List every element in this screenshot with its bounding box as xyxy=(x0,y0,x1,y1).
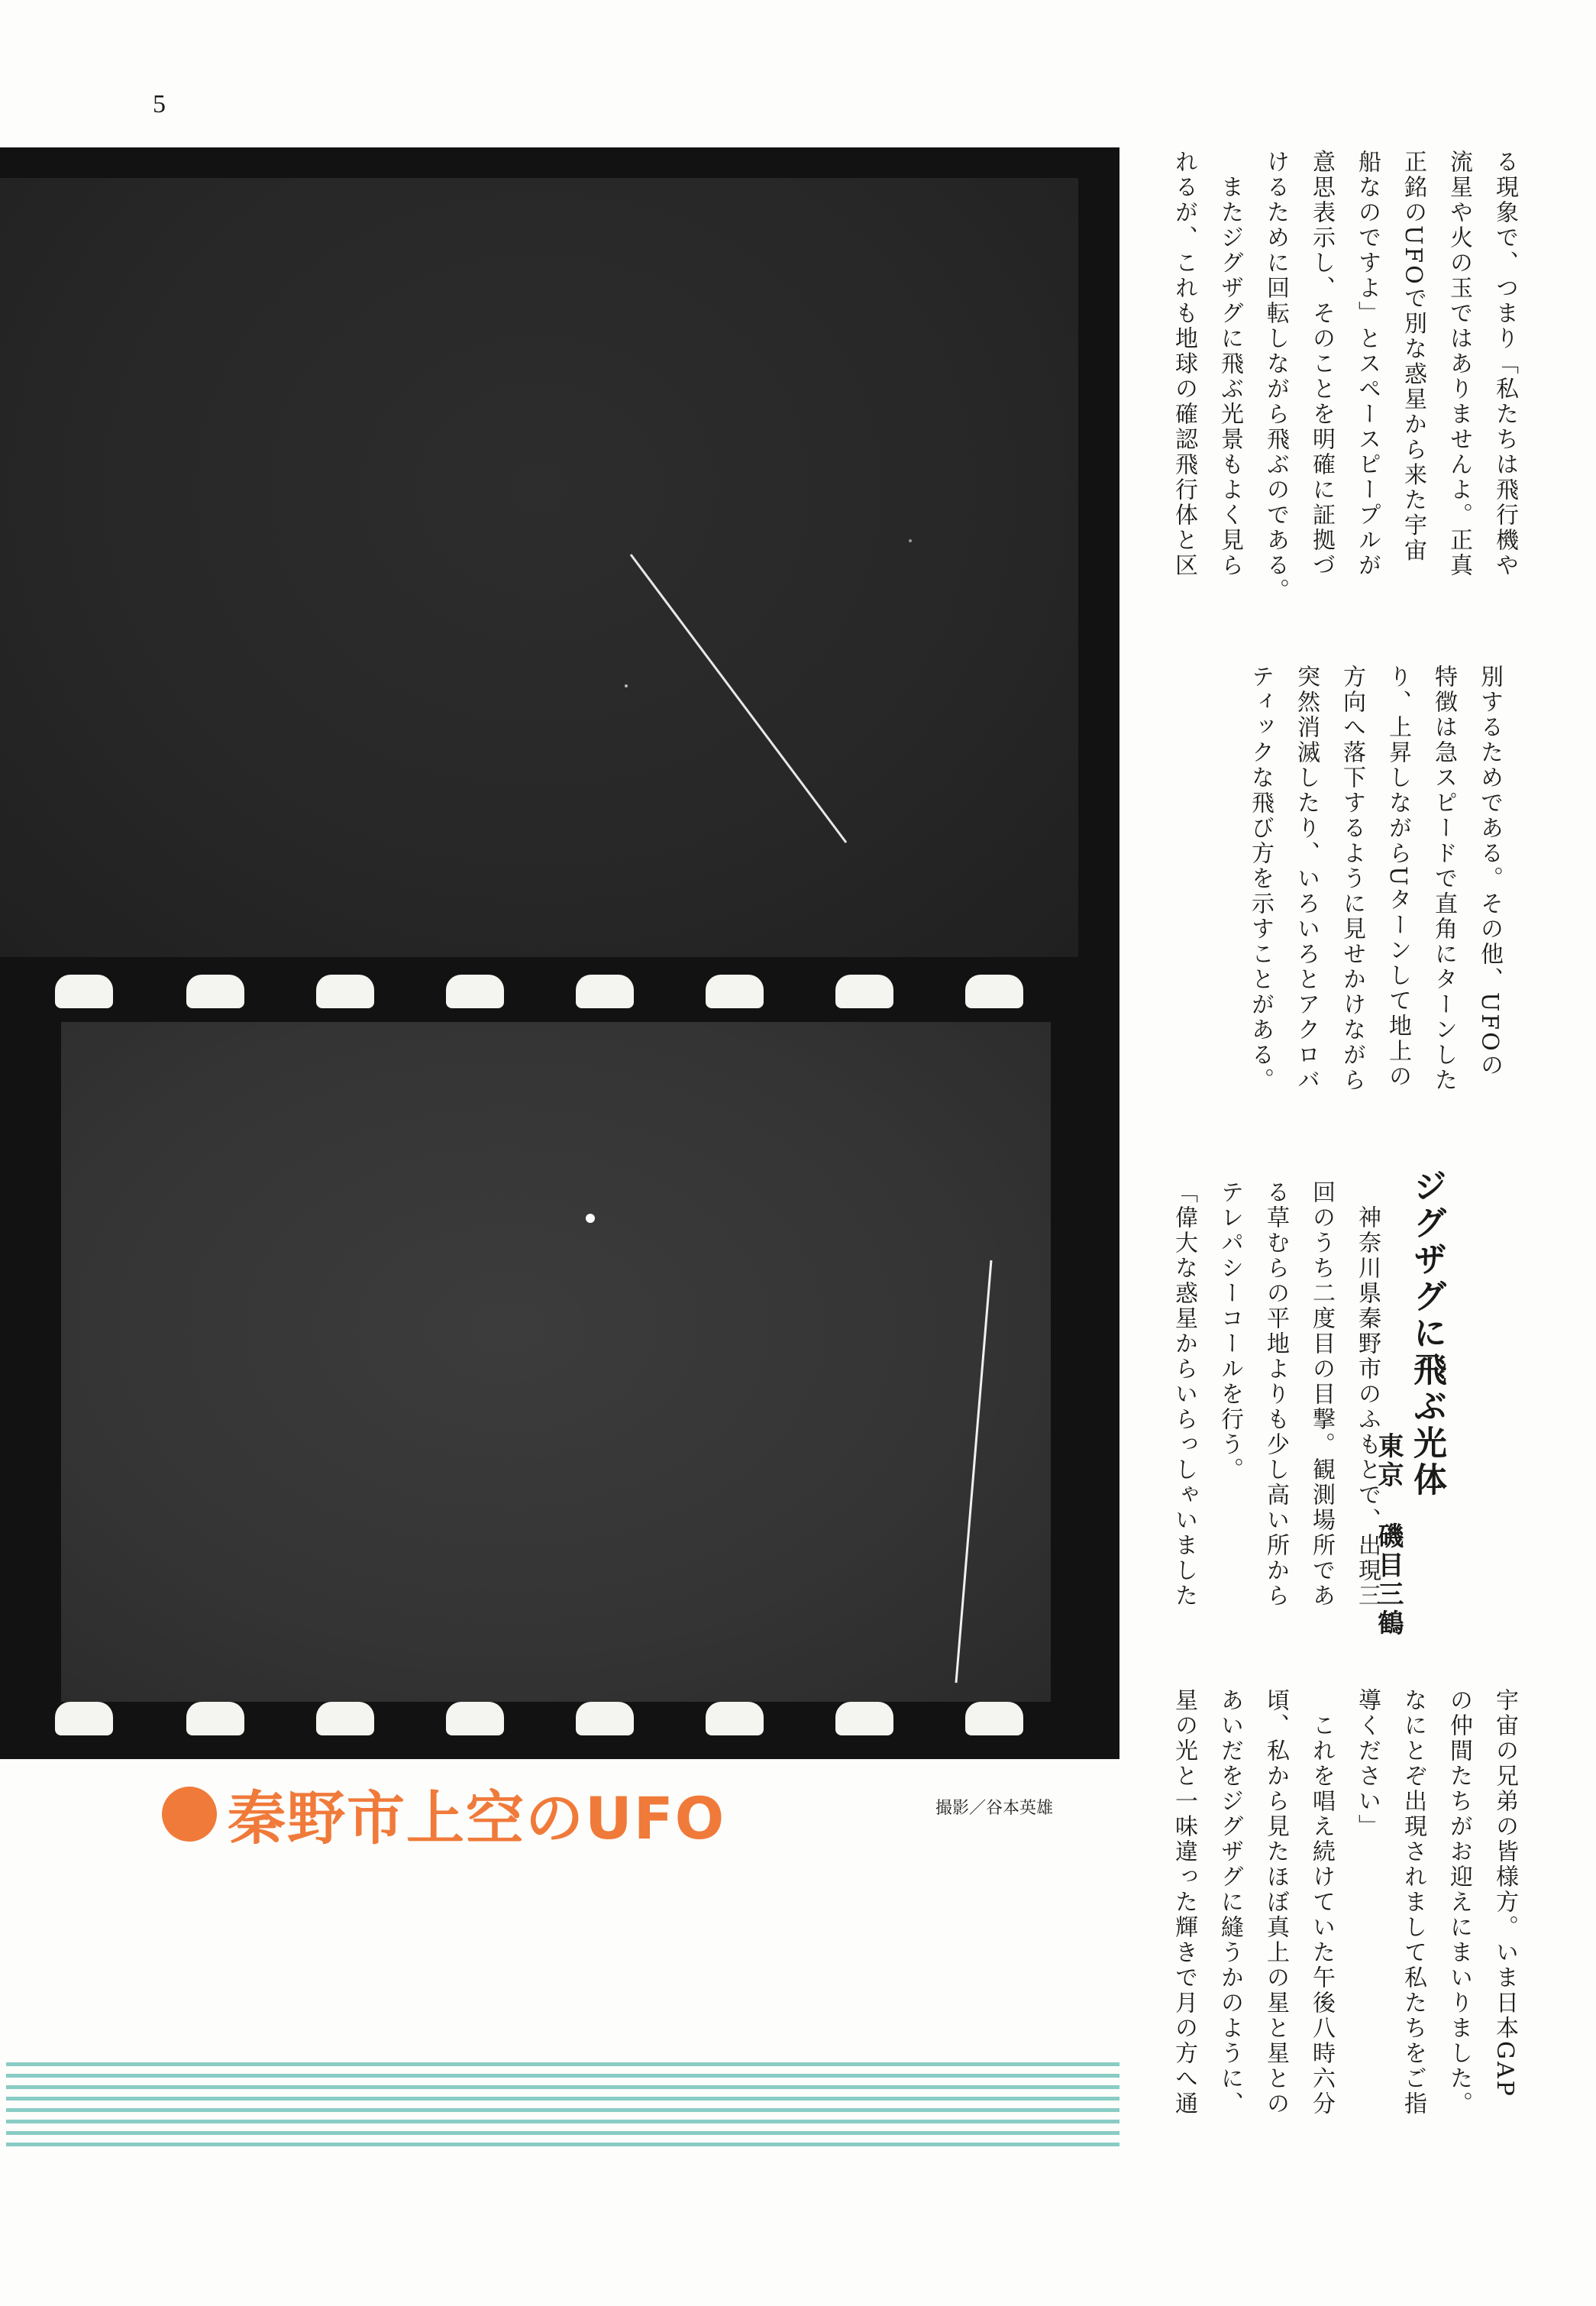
ufo-photograph xyxy=(0,147,1119,1759)
photo-credit: 撮影／谷本英雄 xyxy=(935,1799,1054,1818)
section-body: 神奈川県秦野市のふもとで、出現三 回のうち二度目の目撃。観測場所であ る草むらの平地よりも少し高い所から テレパシーコールを行う。 「偉大な惑星からいらっしゃいました xyxy=(1171,1180,1381,1609)
light-streak-top xyxy=(631,555,846,843)
faint-star xyxy=(625,684,628,687)
stripe xyxy=(6,2131,1119,2135)
stripe xyxy=(6,2085,1119,2089)
page-number: 5 xyxy=(153,90,166,118)
section-body-continued: 宇宙の兄弟の皆様方。いま日本GAP の仲間たちがお迎えにまいりました。 なにとぞ出現されまして私たちをご指 導ください」 これを唱え続けていた午後八時六分 頃、私から見たほぼ真上の星と星との あいだをジグザグに縫うかのように、 星の光と一味違った輝きで月の方へ通 xyxy=(1171,1688,1518,2117)
stripe xyxy=(6,2097,1119,2101)
stripe xyxy=(6,2062,1119,2066)
stripe xyxy=(6,2108,1119,2112)
light-streak-bottom xyxy=(956,1260,991,1683)
photo-caption-text: 秦野市上空のUFO xyxy=(228,1784,726,1852)
stripe xyxy=(6,2074,1119,2078)
photo-caption xyxy=(162,1772,725,1855)
stripe xyxy=(6,2143,1119,2146)
article-text-top: る現象で、つまり「私たちは飛行機や 流星や火の玉ではありませんよ。正真 正銘のUFOで別な惑星から来た宇宙 船なのですよ」とスペースピープルが 意思表示し、そのことを明確に証拠づ けるために回転しながら飛ぶのである。 またジグザグに飛ぶ光景もよく見ら れるが、これも地球の確認飛行体と区 xyxy=(1171,150,1518,603)
decorative-stripes xyxy=(6,2062,1119,2154)
stripe xyxy=(6,2120,1119,2123)
byline-name: 磯目三鶴 xyxy=(1373,1522,1404,1638)
bright-light-point xyxy=(586,1214,595,1223)
faint-star xyxy=(909,539,912,542)
caption-bullet-icon xyxy=(162,1787,217,1842)
byline-place: 東京 xyxy=(1373,1432,1404,1490)
light-streaks xyxy=(0,147,1119,1759)
article-text-middle: 別するためである。その他、UFOの 特徴は急スピードで直角にターンした り、上昇しながらUターンして地上の 方向へ落下するように見せかけながら 突然消滅したり、いろいろとアクロバ ティックな飛び方を示すことがある。 xyxy=(1247,665,1503,1093)
section-heading: ジグザグに飛ぶ光体 xyxy=(1407,1169,1446,1499)
